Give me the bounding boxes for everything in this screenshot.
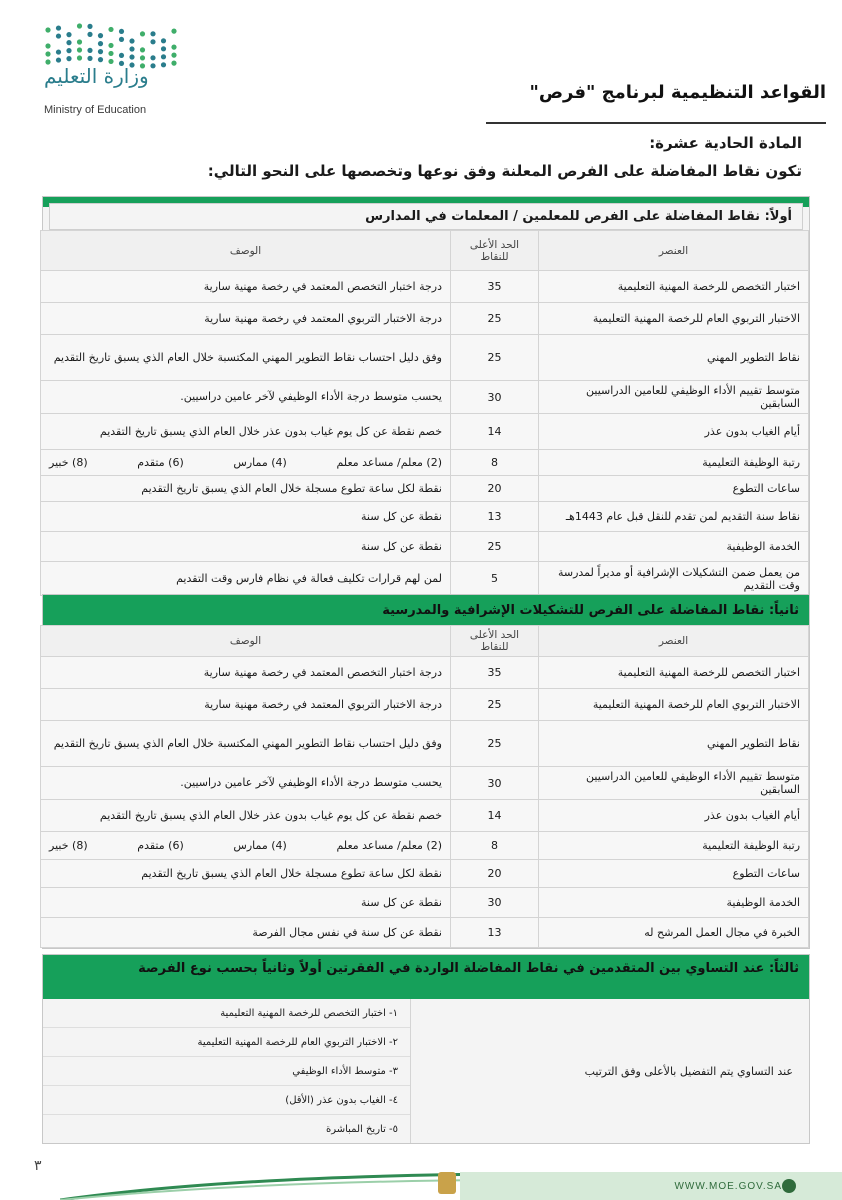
rank-item: (8) خبير: [49, 455, 88, 469]
cell-max-points: 8: [451, 450, 539, 476]
cell-max-points: 14: [451, 414, 539, 450]
table-row: [41, 502, 809, 532]
page-number: ٣: [34, 1158, 42, 1174]
cell-description: يحسب متوسط درجة الأداء الوظيفي لآخر عامين دراسيين.: [41, 381, 451, 414]
footer-bar: [460, 1172, 842, 1200]
cell-element: الخبرة في مجال العمل المرشح له: [539, 918, 809, 948]
rank-item: (8) خبير: [49, 838, 88, 852]
cell-description: نقطة عن كل سنة: [41, 532, 451, 562]
cell-description: خصم نقطة عن كل يوم غياب بدون عذر خلال العام الذي يسبق تاريخ التقديم: [41, 414, 451, 450]
rank-item: (2) معلم/ مساعد معلم: [336, 838, 442, 852]
cell-max-points: 5: [451, 562, 539, 596]
cell-description: نقطة عن كل سنة: [41, 502, 451, 532]
seal-icon: [438, 1172, 456, 1194]
cell-description: نقطة لكل ساعة تطوع مسجلة خلال العام الذي يسبق تاريخ التقديم: [41, 860, 451, 888]
cell-max-points: 25: [451, 721, 539, 767]
table-row: [41, 450, 809, 476]
cell-max-points: 30: [451, 888, 539, 918]
section1-table-box: [42, 196, 810, 597]
cell-max-points: 25: [451, 303, 539, 335]
table-row: [41, 689, 809, 721]
tie-order-item: ١- اختبار التخصص للرخصة المهنية التعليمية: [43, 999, 410, 1028]
cell-description: لمن لهم قرارات تكليف فعالة في نظام فارس وقت التقديم: [41, 562, 451, 596]
table-row: [41, 860, 809, 888]
tie-order-item: ٢- الاختبار التربوي العام للرخصة المهنية التعليمية: [43, 1028, 410, 1057]
cell-max-points: 13: [451, 918, 539, 948]
cell-element: الخدمة الوظيفية: [539, 532, 809, 562]
table-row: [41, 532, 809, 562]
cell-element: ساعات التطوع: [539, 476, 809, 502]
cell-element: أيام الغياب بدون عذر: [539, 414, 809, 450]
cell-element: نقاط التطوير المهني: [539, 721, 809, 767]
cell-max-points: 35: [451, 271, 539, 303]
cell-description: نقطة لكل ساعة تطوع مسجلة خلال العام الذي يسبق تاريخ التقديم: [41, 476, 451, 502]
table-row: [41, 303, 809, 335]
section1-table: [40, 230, 809, 596]
cell-element: الاختبار التربوي العام للرخصة المهنية التعليمية: [539, 303, 809, 335]
cell-description: نقطة عن كل سنة: [41, 888, 451, 918]
section2-title: ثانياً: نقاط المفاضلة على الفرص للتشكيلات الإشرافية والمدرسية: [382, 602, 799, 618]
section3-title: ثالثاً: عند التساوي بين المتقدمين في نقاط المفاضلة الواردة في الفقرتين أولاً وثانياً بحسب نوع الفرصة: [138, 961, 799, 976]
article-heading: المادة الحادية عشرة:: [649, 134, 802, 152]
cell-element: اختبار التخصص للرخصة المهنية التعليمية: [539, 657, 809, 689]
cell-description: يحسب متوسط درجة الأداء الوظيفي لآخر عامين دراسيين.: [41, 767, 451, 800]
cell-max-points: 35: [451, 657, 539, 689]
cell-max-points: 14: [451, 800, 539, 832]
cell-element: رتبة الوظيفة التعليمية: [539, 450, 809, 476]
section3-body: [43, 999, 809, 1143]
globe-icon: [782, 1179, 796, 1193]
col-header-desc: الوصف: [41, 231, 451, 271]
cell-max-points: 30: [451, 381, 539, 414]
cell-element: ساعات التطوع: [539, 860, 809, 888]
table-row: [41, 888, 809, 918]
cell-max-points: 25: [451, 335, 539, 381]
cell-max-points: 8: [451, 832, 539, 860]
table-row: [41, 381, 809, 414]
tie-order-item: ٥- تاريخ المباشرة: [325, 1124, 399, 1135]
section2-banner: [43, 595, 809, 625]
cell-description: نقطة عن كل سنة في نفس مجال الفرصة: [41, 918, 451, 948]
table-row: [41, 832, 809, 860]
cell-description: [41, 832, 451, 860]
table-row: [41, 800, 809, 832]
col-header-desc: الوصف: [41, 626, 451, 657]
section1-title: أولاً: نقاط المفاضلة على الفرص للمعلمين / المعلمات في المدارس: [49, 203, 803, 230]
tie-order-item: ٣- متوسط الأداء الوظيفي: [43, 1057, 410, 1086]
rank-list: [49, 837, 442, 854]
cell-max-points: 20: [451, 860, 539, 888]
cell-element: من يعمل ضمن التشكيلات الإشرافية أو مديراً لمدرسة وقت التقديم: [539, 562, 809, 596]
title-divider: [486, 122, 826, 124]
table-row: [41, 767, 809, 800]
footer-url: WWW.MOE.GOV.SA: [674, 1180, 782, 1192]
cell-element: نقاط التطوير المهني: [539, 335, 809, 381]
table-row: [41, 721, 809, 767]
section3-table-box: [42, 954, 810, 1144]
cell-element: أيام الغياب بدون عذر: [539, 800, 809, 832]
table-row: [41, 335, 809, 381]
col-header-max: الحد الأعلى للنقاط: [451, 626, 539, 657]
rank-item: (4) ممارس: [233, 455, 287, 469]
cell-max-points: 20: [451, 476, 539, 502]
cell-description: [41, 450, 451, 476]
cell-description: وفق دليل احتساب نقاط التطوير المهني المكتسبة خلال العام الذي يسبق تاريخ التقديم: [41, 721, 451, 767]
table-row: [41, 271, 809, 303]
rank-item: (6) متقدم: [137, 838, 184, 852]
cell-description: درجة اختبار التخصص المعتمد في رخصة مهنية سارية: [41, 657, 451, 689]
rank-list: [49, 454, 442, 471]
cell-element: الاختبار التربوي العام للرخصة المهنية التعليمية: [539, 689, 809, 721]
cell-description: درجة الاختبار التربوي المعتمد في رخصة مهنية سارية: [41, 689, 451, 721]
cell-description: درجة الاختبار التربوي المعتمد في رخصة مهنية سارية: [41, 303, 451, 335]
ministry-name-en: Ministry of Education: [44, 104, 147, 116]
rank-item: (4) ممارس: [233, 838, 287, 852]
table-row: [41, 657, 809, 689]
cell-max-points: 13: [451, 502, 539, 532]
cell-element: رتبة الوظيفة التعليمية: [539, 832, 809, 860]
ministry-name-ar: وزارة التعليم: [44, 64, 149, 88]
col-header-element: العنصر: [539, 231, 809, 271]
col-header-element: العنصر: [539, 626, 809, 657]
table-row: [41, 562, 809, 596]
table-row: [41, 918, 809, 948]
section2-table-box: [42, 594, 810, 949]
cell-description: وفق دليل احتساب نقاط التطوير المهني المكتسبة خلال العام الذي يسبق تاريخ التقديم: [41, 335, 451, 381]
tie-order-item: ٤- الغياب بدون عذر (الأقل): [43, 1086, 410, 1115]
article-intro: تكون نقاط المفاضلة على الفرص المعلنة وفق نوعها وتخصصها على النحو التالي:: [207, 162, 802, 180]
rank-item: (6) متقدم: [137, 455, 184, 469]
cell-element: اختبار التخصص للرخصة المهنية التعليمية: [539, 271, 809, 303]
cell-description: خصم نقطة عن كل يوم غياب بدون عذر خلال العام الذي يسبق تاريخ التقديم: [41, 800, 451, 832]
table-row: [41, 414, 809, 450]
section2-table: [40, 625, 809, 948]
tie-order-list: [43, 999, 410, 1143]
rank-item: (2) معلم/ مساعد معلم: [336, 455, 442, 469]
table-row: [41, 476, 809, 502]
cell-element: متوسط تقييم الأداء الوظيفي للعامين الدراسيين السابقين: [539, 381, 809, 414]
cell-max-points: 25: [451, 532, 539, 562]
cell-max-points: 30: [451, 767, 539, 800]
section3-banner: [43, 955, 809, 999]
tie-rule: عند التساوي يتم التفضيل بالأعلى وفق الترتيب: [410, 999, 809, 1143]
cell-max-points: 25: [451, 689, 539, 721]
col-header-max: الحد الأعلى للنقاط: [451, 231, 539, 271]
cell-description: درجة اختبار التخصص المعتمد في رخصة مهنية سارية: [41, 271, 451, 303]
cell-element: متوسط تقييم الأداء الوظيفي للعامين الدراسيين السابقين: [539, 767, 809, 800]
cell-element: الخدمة الوظيفية: [539, 888, 809, 918]
document-title: القواعد التنظيمية لبرنامج "فرص": [529, 82, 826, 103]
cell-element: نقاط سنة التقديم لمن تقدم للنقل قبل عام 1443هـ: [539, 502, 809, 532]
